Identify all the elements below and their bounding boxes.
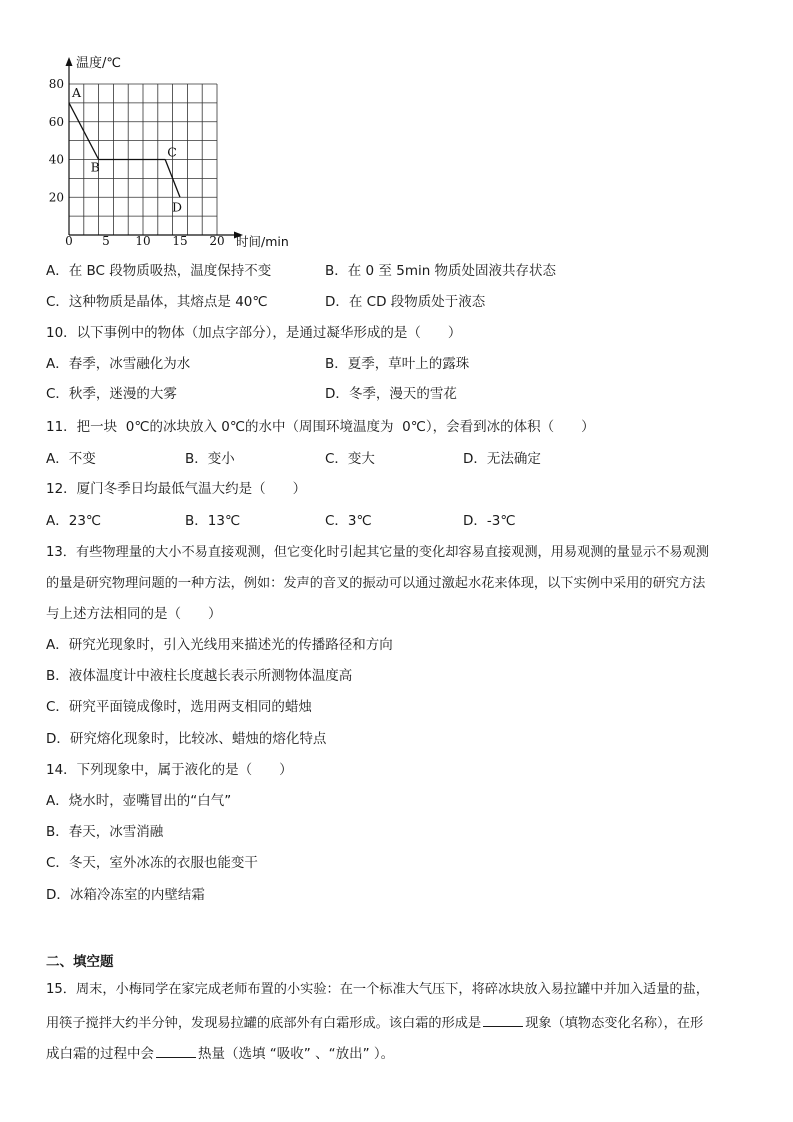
q15-line2-text-b: 现象（填物态变化名称），在形 xyxy=(525,1016,704,1031)
q9-option-a: A．在 BC 段物质吸热，温度保持不变 xyxy=(46,263,272,279)
q10-option-d: D．冬季，漫天的雪花 xyxy=(325,386,457,402)
q13-stem-line2: 的量是研究物理问题的一种方法，例如：发声的音叉的振动可以通过激起水花来体现，以下实例中采用的研究方法 xyxy=(46,576,706,591)
q13-stem-line3: 与上述方法相同的是（ ） xyxy=(46,606,222,622)
q13-option-c: C．研究平面镜成像时，选用两支相同的蜡烛 xyxy=(46,699,312,715)
q14-option-c: C．冬天，室外冰冻的衣服也能变干 xyxy=(46,855,258,871)
q15-line3 xyxy=(46,1045,394,1062)
q12-stem: 12．厦门冬季日均最低气温大约是（ ） xyxy=(46,481,307,497)
q12-option-b: B．13℃ xyxy=(185,513,241,529)
temperature-time-graph xyxy=(40,48,340,258)
q13-stem-line1: 13．有些物理量的大小不易直接观测，但它变化时引起其它量的变化却容易直接观测，用易观测的量显示不易观测 xyxy=(46,545,709,560)
y-axis-label: 温度/℃ xyxy=(76,56,121,71)
q10-stem: 10．以下事例中的物体（加点字部分），是通过凝华形成的是（ ） xyxy=(46,325,462,341)
q10-option-a: A．春季，冰雪融化为水 xyxy=(46,356,191,372)
x-tick-label: 15 xyxy=(172,234,188,248)
q15-line1: 15．周末，小梅同学在家完成老师布置的小实验：在一个标准大气压下，将碎冰块放入易拉罐中并加入适量的盐， xyxy=(46,982,709,997)
y-tick-label: 40 xyxy=(48,152,64,167)
answer-blank-2[interactable] xyxy=(156,1045,196,1058)
q15-line2 xyxy=(46,1014,703,1030)
q12-option-c: C．3℃ xyxy=(325,513,372,529)
point-label: A xyxy=(72,84,82,100)
q9-option-b: B．在 0 至 5min 物质处固液共存状态 xyxy=(325,263,557,279)
q14-stem: 14．下列现象中，属于液化的是（ ） xyxy=(46,762,293,778)
q15-line3-text-b: 热量（选填 “吸收” 、“放出” ）。 xyxy=(198,1046,395,1062)
point-label: D xyxy=(172,199,183,215)
y-axis-arrow xyxy=(66,57,73,66)
x-tick-label: 0 xyxy=(65,234,73,248)
q11-option-a: A．不变 xyxy=(46,451,96,467)
x-tick-label: 20 xyxy=(209,234,225,248)
x-tick-label: 10 xyxy=(135,234,151,248)
q15-line2-text-a: 用筷子搅拌大约半分钟，发现易拉罐的底部外有白霜形成。该白霜的形成是 xyxy=(46,1016,482,1031)
section-title: 二、填空题 xyxy=(46,954,114,970)
q13-option-b: B．液体温度计中液柱长度越长表示所测物体温度高 xyxy=(46,668,353,684)
q10-option-c: C．秋季，迷漫的大雾 xyxy=(46,386,177,402)
answer-blank-1[interactable] xyxy=(483,1014,523,1027)
q11-stem: 11．把一块 0℃的冰块放入 0℃的水中（周围环境温度为 0℃），会看到冰的体积（ ） xyxy=(46,419,595,435)
x-tick-label: 5 xyxy=(102,234,110,248)
q12-option-d: D．-3℃ xyxy=(463,513,516,529)
y-tick-label: 20 xyxy=(48,190,64,205)
q11-option-c: C．变大 xyxy=(325,451,375,467)
q15-line3-text-a: 成白霜的过程中会 xyxy=(46,1046,154,1062)
q10-option-b: B．夏季，草叶上的露珠 xyxy=(325,356,470,372)
q14-option-d: D．冰箱冷冻室的内壁结霜 xyxy=(46,887,205,903)
graph-svg xyxy=(40,48,340,258)
q11-option-b: B．变小 xyxy=(185,451,235,467)
point-label: C xyxy=(167,144,177,160)
y-tick-label: 60 xyxy=(48,114,64,129)
q9-option-c: C．这种物质是晶体，其熔点是 40℃ xyxy=(46,294,268,310)
x-axis-label: 时间/min xyxy=(236,234,289,249)
q9-option-d: D．在 CD 段物质处于液态 xyxy=(325,294,486,310)
point-label: B xyxy=(90,159,100,175)
y-tick-label: 80 xyxy=(48,77,64,91)
q12-option-a: A．23℃ xyxy=(46,513,102,529)
q14-option-a: A．烧水时，壶嘴冒出的“白气” xyxy=(46,793,232,809)
q13-option-d: D．研究熔化现象时，比较冰、蜡烛的熔化特点 xyxy=(46,731,327,747)
q11-option-d: D．无法确定 xyxy=(463,451,541,467)
q14-option-b: B．春天，冰雪消融 xyxy=(46,824,164,840)
q13-option-a: A．研究光现象时，引入光线用来描述光的传播路径和方向 xyxy=(46,637,393,653)
